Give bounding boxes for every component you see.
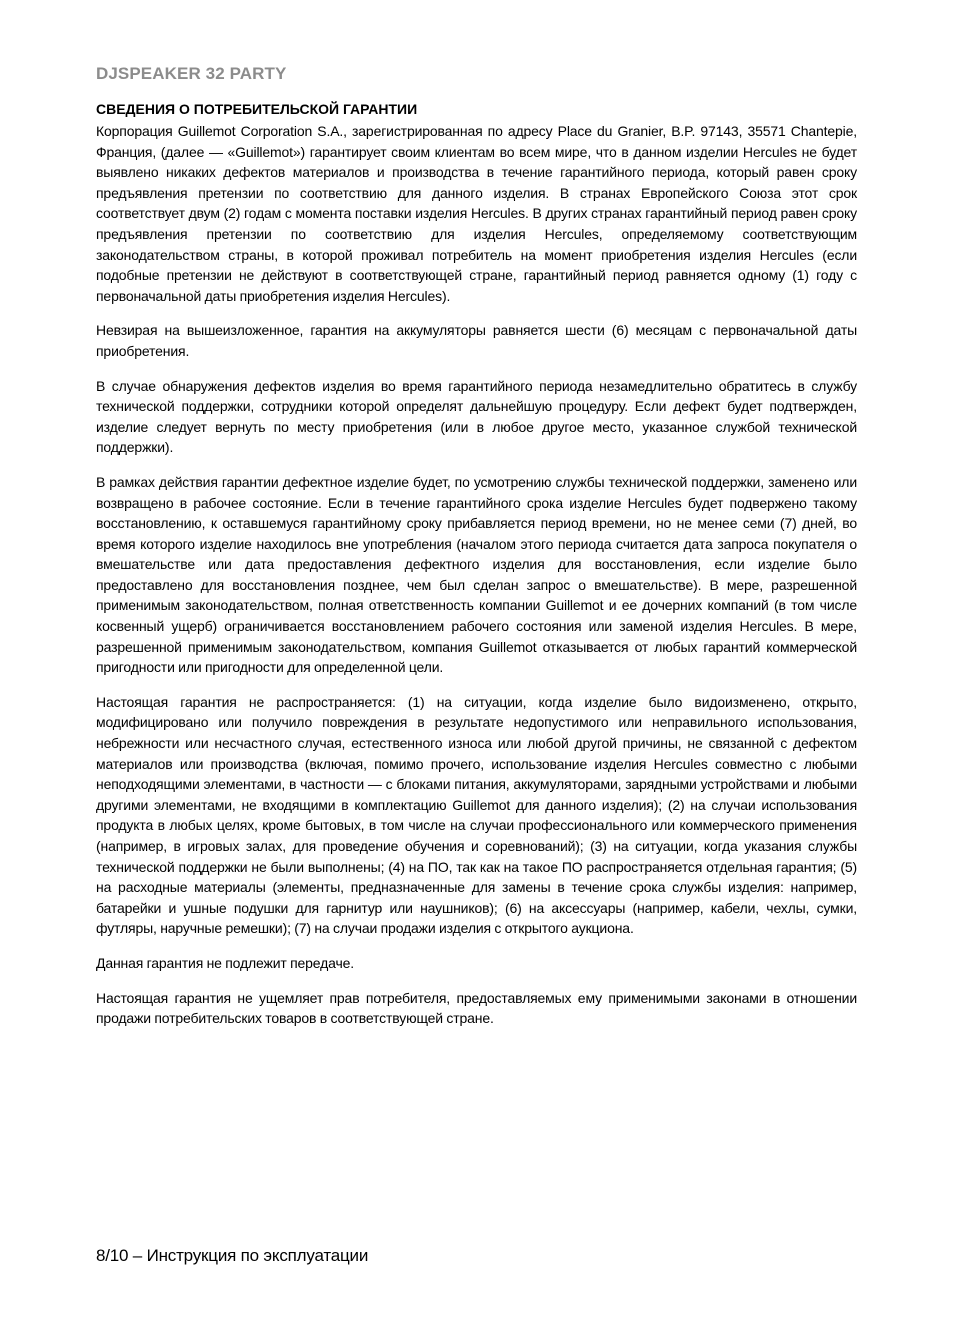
page-footer-label: 8/10 – Инструкция по эксплуатации xyxy=(96,1246,369,1265)
paragraph-repair-replacement: В рамках действия гарантии дефектное изделие будет, по усмотрению службы технической поддержки, заменено или возвращено в рабочее состояние. Если в течение гарантийного срока изделие Hercules будет подвержено такому восстановлению, к оставшемуся гарантийному сроку прибавляется период времени, но не менее семи (7) дней, во время которого изделие находилось вне употребления (началом этого периода считается дата запроса покупателя о вмешательстве или дата предоставления дефектного изделия для восстановления, если изделие было предоставлено для восстановления позднее, чем был сделан запрос о вмешательстве). В мере, разрешенной применимым законодательством, полная ответственность компании Guillemot и ее дочерних компаний (в том числе косвенный ущерб) ограничивается восстановлением рабочего состояния или заменой изделия Hercules. В мере, разрешенной применимым законодательством, компания Guillemot отказывается от любых гарантий коммерческой пригодности или пригодности для определенной цели. xyxy=(96,473,857,676)
warranty-section xyxy=(96,100,857,1043)
paragraph-consumer-rights: Настоящая гарантия не ущемляет прав потребителя, предоставляемых ему применимыми законами в отношении продажи потребительских товаров в соответствующей стране. xyxy=(96,989,857,1027)
paragraph-warranty-terms: Корпорация Guillemot Corporation S.A., зарегистрированная по адресу Place du Granier, B.P. 97143, 35571 Chantepie, Франция, (далее — «Guillemot») гарантирует своим клиентам во всем мире, что в данном изделии Hercules не будет выявлено никаких дефектов материалов и производства в течение гарантийного периода, который равен сроку предъявления претензии по соответствию для данного изделия. В странах Европейского Союза этот срок соответствует двум (2) годам с момента поставки изделия Hercules. В других странах гарантийный период равен сроку предъявления претензии по соответствию для изделия Hercules, определяемому соответствующим законодательством страны, в которой проживал потребитель на момент приобретения изделия Hercules (если подобные претензии не действуют в соответствующей стране, гарантийный период равняется одному (1) году с первоначальной даты приобретения изделия Hercules). xyxy=(96,123,857,304)
paragraph-defect-procedure: В случае обнаружения дефектов изделия во время гарантийного периода незамедлительно обратитесь в службу технической поддержки, сотрудники которой определят дальнейшую процедуру. Если дефект будет подтвержден, изделие следует вернуть по месту приобретения (или в любое другое место, указанное службой технической поддержки). xyxy=(96,377,857,456)
paragraph-battery-warranty: Невзирая на вышеизложенное, гарантия на аккумуляторы равняется шести (6) месяцам с первоначальной даты приобретения. xyxy=(96,322,857,359)
paragraph-exclusions: Настоящая гарантия не распространяется: (1) на ситуации, когда изделие было видоизменено, открыто, модифицировано или получило повреждения в результате недопустимого или неправильного использования, небрежности или несчастного случая, естественного износа или любой другой причины, не связанной с дефектом материалов или производства (включая, помимо прочего, использование изделия Hercules совместно с любыми неподходящими элементами, в частности — с блоками питания, аккумуляторами, зарядными устройствами и любыми другими элементами, не входящими в комплектацию Guillemot для данного изделия); (2) на случаи использования продукта в любых целях, кроме бытовых, в том числе на случаи профессионального или коммерческого применения (например, в игровых залах, для проведение обучения и соревнований); (3) на ситуации, когда указания службы технической поддержки не были выполнены; (4) на ПО, так как на такое ПО распространяется отдельная гарантия; (5) на расходные материалы (элементы, предназначенные для замены в течение срока службы изделия: например, батарейки и ушные подушки для гарнитур или наушников); (6) на аксессуары (например, кабели, чехлы, сумки, футляры, наручные ремешки); (7) на случаи продажи изделия с открытого аукциона. xyxy=(96,693,857,937)
section-title: СВЕДЕНИЯ О ПОТРЕБИТЕЛЬСКОЙ ГАРАНТИИ xyxy=(96,101,418,117)
document-header-title: DJSPEAKER 32 PARTY xyxy=(96,64,287,83)
paragraph-non-transferable: Данная гарантия не подлежит передаче. xyxy=(96,954,354,971)
